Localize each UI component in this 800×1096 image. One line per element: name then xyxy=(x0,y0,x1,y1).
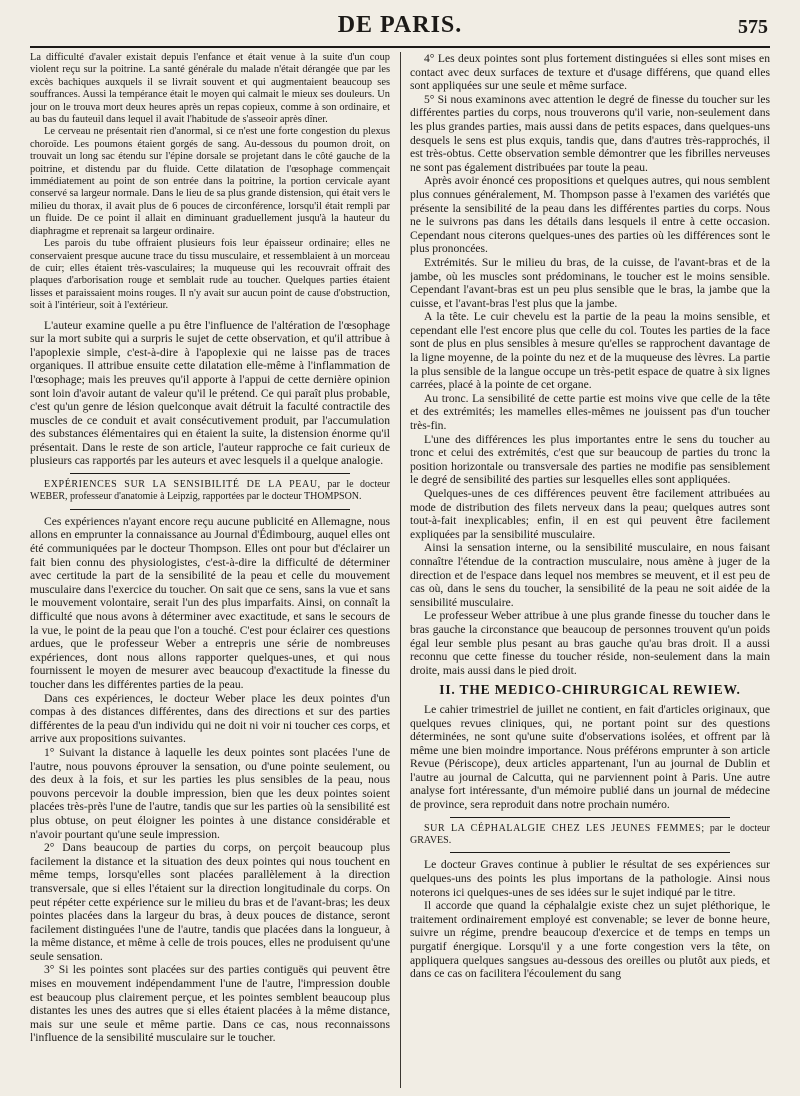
page-header xyxy=(30,8,770,44)
paragraph: La difficulté d'avaler existait depuis l'enfance et était venue à la suite d'un coup violent reçu sur la poitrine. La santé générale du malade n'était dérangée que par les excès bachiques auxquels il se livrait souvent et qui augmentaient beaucoup ses souffrances. Aussi la tempérance était le moyen qui calmait le mieux ses douleurs. Un jour on le trouva mort deux heures après un repas copieux, comme à son ordinaire, et au bas du fauteuil dans lequel il avait l'habitude de s'asseoir après dîner. xyxy=(30,52,390,126)
paragraph: Après avoir énoncé ces propositions et quelques autres, qui nous semblent plus connues généralement, M. Thompson passe à l'examen des variétés que présente la sensibilité de la peau dans les différentes parties du corps. Nous ne le suivrons pas dans les détails dans lesquels il entre à cette occasion. Cependant nous citerons quelques-unes des parties où les différences sont le plus prononcées. xyxy=(410,174,770,256)
header-rule xyxy=(30,46,770,48)
article-heading-weber xyxy=(30,479,390,504)
paragraph: 2° Dans beaucoup de parties du corps, on perçoit beaucoup plus facilement la distance et la situation des deux pointes qui nous touchent en même temps, lorsqu'elles sont placées parallèlement à la direction transversale, que si elles l'étaient sur la direction longitudinale du corps. On peut répéter cette expérience sur le milieu du bras et de l'avant-bras; les deux pointes placées dans la largeur du bras, à deux pouces de distance, seront facilement distinguées l'une de l'autre, tandis que placées dans la longueur, à la même distance, et même à celle de trois pouces, elles ne produisent qu'une seule sensation. xyxy=(30,841,390,963)
left-column xyxy=(30,52,390,1088)
paragraph: L'auteur examine quelle a pu être l'influence de l'altération de l'œsophage sur la mort subite qui a surpris le sujet de cette observation, et qu'il attribue à l'apoplexie simple, c'est-à-dire à l'apoplexie qui ne laisse pas de traces organiques. Il attribue ensuite cette dilatation elle-même à l'inflammation de l'œsophage; mais les preuves qu'il apporte à l'appui de cette dernière opinion sont loin d'avoir autant de valeur qu'il le prétend. Ce qui paraît plus probable, c'est qu'un genre de lésion quelconque avait détruit la faculté contractile des muscles de ce conduit et avait consécutivement produit, par l'accumulation des substances élémentaires qui en étaient la suite, la distension énorme qu'il présentait. Dans le reste de son article, l'auteur rapproche ce fait curieux de plusieurs cas rapportés par les auteurs et avec lesquels il a quelque analogie. xyxy=(30,318,390,468)
paragraph: 5° Si nous examinons avec attention le degré de finesse du toucher sur les différentes parties du corps, nous trouverons qu'il varie, non-seulement dans les plus grandes parties, mais aussi dans de petits espaces, dans quelques-uns desquels le sens est plus exquis, tandis que, dans d'autres très-rapprochés, il est très-obtus. Cette observation semble démontrer que les fibrilles nerveuses ne sont pas également distribuées par toute la peau. xyxy=(410,92,770,174)
section-rule xyxy=(450,852,730,853)
section-rule xyxy=(70,473,350,474)
paragraph: Les parois du tube offraient plusieurs fois leur épaisseur ordinaire; elles ne conservaient presque aucune trace du tissu musculaire, et ressemblaient à un morceau de cuir; elles étaient très-vasculaires; la muqueuse qui les recouvrait offrait des plaques d'arborisation rouge et semblait rude au toucher. Quelques parties étaient lisses et paraissaient moins rouges. Il n'y avait sur aucun point de cause d'obstruction, soit à l'intérieur, soit à l'extérieur. xyxy=(30,238,390,312)
right-column xyxy=(410,52,770,1088)
paragraph: 1° Suivant la distance à laquelle les deux pointes sont placées l'une de l'autre, nous pouvons éprouver la sensation, ou d'une pointe seulement, ou des deux à la fois, et sur les parties les plus sensibles de la peau, nous pouvons percevoir la double impression, bien que les deux pointes soient placées très-près l'une de l'autre, tandis que sur les parties où la sensibilité est plus obtuse, on peut éloigner les pointes à une distance considérable et n'avoir pourtant qu'une seule impression. xyxy=(30,745,390,841)
paragraph: Dans ces expériences, le docteur Weber place les deux pointes d'un compas à des distances différentes, dans des directions et sur des parties différentes de la peau d'un individu qui ne doit ni voir ni toucher ces corps, et arrive aux propositions suivantes. xyxy=(30,691,390,746)
paragraph: 3° Si les pointes sont placées sur des parties contiguës qui peuvent être mises en mouvement indépendamment l'une de l'autre, l'impression double est beaucoup plus clairement perçue, et les pointes semblent beaucoup plus distantes les unes des autres que si elles étaient placées à la même distance, mais sur une seule et même partie. Dans ce cas, nous reconnaissons l'influence de la sensibilité musculaire sur le toucher. xyxy=(30,963,390,1045)
heading-rest: par le docteur GRAVES. xyxy=(410,822,770,847)
paragraph: Il accorde que quand la céphalalgie existe chez un sujet pléthorique, le traitement ordinairement employé est convenable; se lever de bonne heure, suivre un régime, prendre beaucoup d'exercice et de temps en temps un purgatif énergique. Lorsqu'il y a une forte congestion vers la tête, on appliquera quelques sangsues au-dessous des oreilles ou plutôt aux pieds, et dans ce cas on facilitera l'écoulement du sang xyxy=(410,899,770,981)
paragraph: Extrémités. Sur le milieu du bras, de la cuisse, de l'avant-bras et de la jambe, où les muscles sont prédominans, le toucher est le moins sensible. Cependant l'avant-bras est un peu plus sensible que le bras, la jambe que la cuisse, et l'avant-bras l'est plus que la jambe. xyxy=(410,255,770,310)
heading-rest: par le docteur WEBER, professeur d'anatomie à Leipzig, rapportées par le docteur THOMPSON. xyxy=(30,479,390,503)
paragraph: Ainsi la sensation interne, ou la sensibilité musculaire, en nous faisant connaître l'étendue de la contraction musculaire, nous amène à juger de la direction et de l'espace dans lequel nos membres se meuvent, et il est peu de cas où, dans le sens du toucher, la sensibilité de la peau ne soit aidée de la sensibilité musculaire. xyxy=(410,541,770,609)
running-title: DE PARIS. xyxy=(337,12,463,38)
paragraph: Le cerveau ne présentait rien d'anormal, si ce n'est une forte congestion du plexus choroïde. Les poumons étaient gorgés de sang. Au-dessous du poumon droit, on trouvait un long sac étendu sur l'épine dorsale se projetant dans le côté gauche de la poitrine, et distendu par du fluide. Cette dilatation de l'œsophage commençait immédiatement au point de son entrée dans la poitrine, la portion cervicale ayant conservé sa largeur normale. Dans le lieu de sa plus grande distension, qui était vers le milieu du thorax, il avait plus de 6 pouces de circonférence, lorsqu'il était rempli par un fluide. De ce point il allait en diminuant graduellement jusqu'à la hauteur du diaphragme et reprenait sa largeur ordinaire. xyxy=(30,126,390,237)
page-number: 575 xyxy=(738,16,768,38)
section-rule xyxy=(450,817,730,818)
paragraph: Quelques-unes de ces différences peuvent être facilement attribuées au mode de distribution des filets nerveux dans la peau; quelques autres sont tout-à-fait inexplicables; enfin, il en est qui peuvent être facilement expliquées par la sensibilité musculaire. xyxy=(410,487,770,541)
case-report-small-print xyxy=(30,52,390,313)
heading-caps: EXPÉRIENCES SUR LA SENSIBILITÉ DE LA PEAU, xyxy=(44,479,321,491)
paragraph: Ces expériences n'ayant encore reçu aucune publicité en Allemagne, nous allons en emprunter la connaissance au Journal d'Édimbourg, auquel elles ont été communiquées par le docteur Thompson. Elles ont pour but d'éclairer un fait bien connu des physiologistes, c'est-à-dire la difficulté de déterminer avec certitude la part de la sensibilité de la peau et celle du mouvement musculaire dans l'exercice du toucher. On sait que ce sens, sans la vue et sans le mouvement volontaire, serait l'un des plus imparfaits. Ainsi, on connaît la difficulté que nous avons à déterminer avec exactitude, et sans le secours de la vue, le point de la peau que l'on a touché. C'est pour éclairer ces questions ardues, que le professeur Weber a entrepris une série de nombreuses expériences, dont nous allons rapporter quelques-unes, et qui nous fournissent le moyen de mesurer avec beaucoup d'exactitude la finesse du toucher dans les différentes parties de la peau. xyxy=(30,514,390,691)
column-divider xyxy=(400,52,401,1088)
article-heading-graves xyxy=(410,823,770,848)
paragraph: A la tête. Le cuir chevelu est la partie de la peau la moins sensible, et cependant elle l'est encore plus que celle du col. Toutes les parties de la face sont de plus en plus sensibles à mesure qu'elles se rapprochent davantage de la ligne moyenne, de la pointe du nez et de la muqueuse des lèvres. La partie la plus sensible de la langue occupe un très-petit espace de quatre à six lignes carrées, placé à la pointe de cet organe. xyxy=(410,310,770,392)
section-rule xyxy=(70,509,350,510)
paragraph: Au tronc. La sensibilité de cette partie est moins vive que celle de la tête et des extrémités; les mamelles elles-mêmes ne jouissent pas d'un toucher très-fin. xyxy=(410,391,770,433)
section-title: II. THE MEDICO-CHIRURGICAL REWIEW. xyxy=(439,682,741,698)
paragraph: Le cahier trimestriel de juillet ne contient, en fait d'articles originaux, que quelques revues cliniques, qui, ne portant point sur des questions déterminées, ne sont qu'une suite d'observations isolées, et offrent par là même une bien moindre importance. Nous préférons emprunter à son article Revue (Périscope), deux articles appartenant, l'un au journal de Dublin et l'autre au journal de Calcutta, qui ne parviennent point à Paris. Une autre analyse fort intéressante, d'un mémoire publié dans un journal de médecine de province, sera reproduit dans notre prochain numéro. xyxy=(410,702,770,812)
paragraph: Le docteur Graves continue à publier le résultat de ses expériences sur quelques-uns des points les plus importans de la pathologie. Ainsi nous noterons ici quelques-unes de ses idées sur le sujet indiqué par le titre. xyxy=(410,858,770,899)
heading-caps: SUR LA CÉPHALALGIE CHEZ LES JEUNES FEMMES; xyxy=(424,822,705,834)
paragraph: 4° Les deux pointes sont plus fortement distinguées si elles sont mises en contact avec deux surfaces de texture et d'usage différens, que quand elles sont appliquées sur une seule et même surface. xyxy=(410,52,770,93)
paragraph: Le professeur Weber attribue à une plus grande finesse du toucher dans le bras gauche la circonstance que beaucoup de personnes trouvent qu'un poids égal leur semble plus pesant au bras gauche qu'au bras droit. Il a aussi reconnu que cette finesse du toucher réside, non-seulement dans la main droite, mais aussi dans le pied droit. xyxy=(410,609,770,677)
paragraph: L'une des différences les plus importantes entre le sens du toucher au tronc et celui des extrémités, c'est que sur beaucoup de parties du tronc la position horizontale ou transversale des parties ne modifie pas sensiblement le degré de sensibilité des parties sur lesquelles elles sont appliquées. xyxy=(410,432,770,487)
